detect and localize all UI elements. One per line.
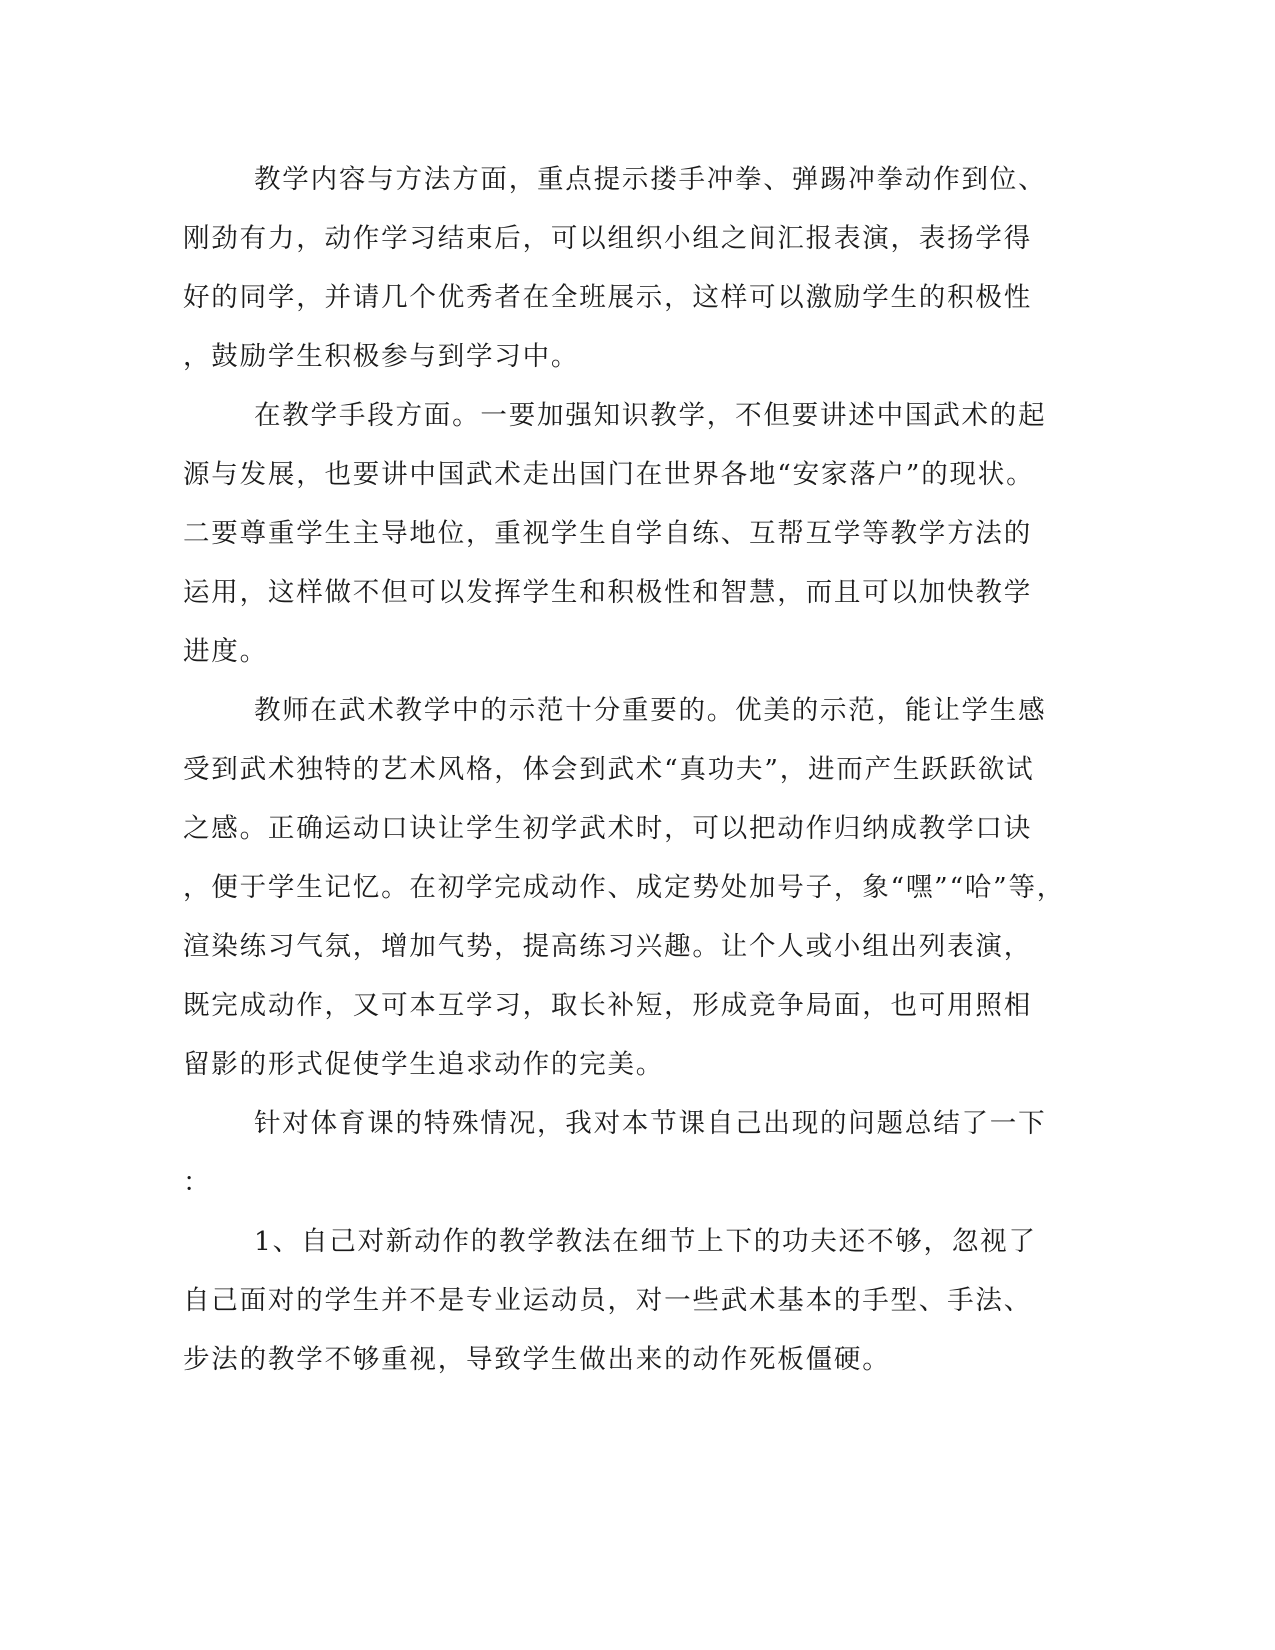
text-line: 渲染练习气氛，增加气势，提高练习兴趣。让个人或小组出列表演， xyxy=(183,931,1032,962)
text-line: 之感。正确运动口诀让学生初学武术时，可以把动作归纳成教学口诀 xyxy=(183,813,1032,844)
paragraph-summary-intro xyxy=(183,1094,1075,1212)
text-line: 在教学手段方面。一要加强知识教学，不但要讲述中国武术的起 xyxy=(254,400,1047,431)
paragraph-issue-1 xyxy=(183,1212,1075,1389)
text-line: ，便于学生记忆。在初学完成动作、成定势处加号子，象“嘿”“哈”等， xyxy=(183,872,1066,903)
paragraph-teaching-content xyxy=(183,150,1075,386)
text-line: 受到武术独特的艺术风格，体会到武术“真功夫”，进而产生跃跃欲试 xyxy=(183,754,1035,785)
text-line: 1、自己对新动作的教学教法在细节上下的功夫还不够，忽视了 xyxy=(254,1226,1037,1257)
text-line: 教师在武术教学中的示范十分重要的。优美的示范，能让学生感 xyxy=(254,695,1047,726)
text-line: 步法的教学不够重视，导致学生做出来的动作死板僵硬。 xyxy=(183,1344,891,1375)
text-line: 刚劲有力，动作学习结束后，可以组织小组之间汇报表演，表扬学得 xyxy=(183,223,1032,254)
text-line: 好的同学，并请几个优秀者在全班展示，这样可以激励学生的积极性 xyxy=(183,282,1032,313)
text-line: 针对体育课的特殊情况，我对本节课自己出现的问题总结了一下 xyxy=(254,1108,1047,1139)
text-line: 教学内容与方法方面，重点提示搂手冲拳、弹踢冲拳动作到位、 xyxy=(254,164,1047,195)
text-line: 进度。 xyxy=(183,636,268,667)
text-line: 留影的形式促使学生追求动作的完美。 xyxy=(183,1049,665,1080)
text-line: 二要尊重学生主导地位，重视学生自学自练、互帮互学等教学方法的 xyxy=(183,518,1032,549)
text-line: ，鼓励学生积极参与到学习中。 xyxy=(183,341,580,372)
paragraph-teaching-means xyxy=(183,386,1075,681)
text-line: 既完成动作，又可本互学习，取长补短，形成竞争局面，也可用照相 xyxy=(183,990,1032,1021)
text-line: 源与发展，也要讲中国武术走出国门在世界各地“安家落户”的现状。 xyxy=(183,459,1035,490)
document-body xyxy=(183,150,1075,1389)
text-line: 运用，这样做不但可以发挥学生和积极性和智慧，而且可以加快教学 xyxy=(183,577,1032,608)
text-line: ： xyxy=(183,1167,212,1198)
text-line: 自己面对的学生并不是专业运动员，对一些武术基本的手型、手法、 xyxy=(183,1285,1032,1316)
paragraph-teacher-demonstration xyxy=(183,681,1075,1094)
